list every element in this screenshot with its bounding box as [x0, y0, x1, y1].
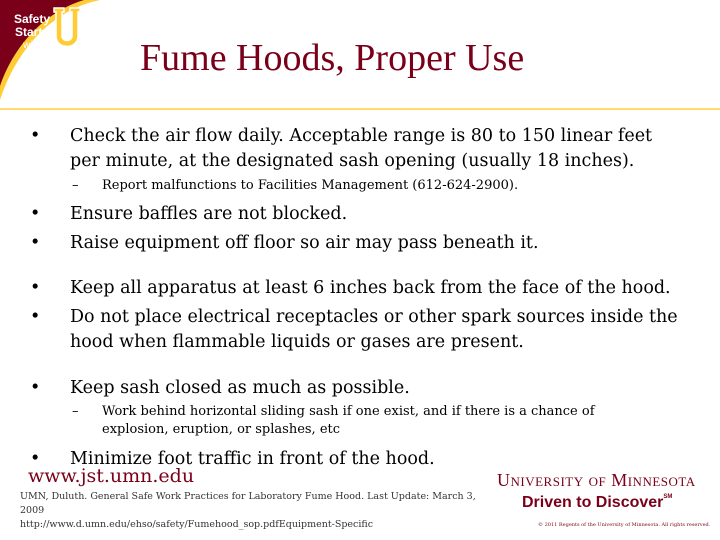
copyright-fine-print: © 2011 Regents of the University of Minnesota. All rights reserved.	[538, 522, 711, 528]
bullet-mark: •	[30, 378, 41, 398]
source-credit-url[interactable]: http://www.d.umn.edu/ehso/safety/Fumehood_sop.pdfEquipment-Specific	[20, 519, 374, 530]
logo-line-with: with	[23, 40, 41, 51]
bullet-mark: •	[30, 233, 41, 253]
sub-bullet-mark: –	[72, 404, 79, 419]
bullet-mark: •	[30, 278, 41, 298]
u-logo-icon	[52, 6, 82, 52]
bullet-text: Keep sash closed as much as possible.	[70, 378, 410, 398]
bullet-mark: •	[30, 307, 41, 327]
bullet-mark: •	[30, 204, 41, 224]
sub-bullet-text: Report malfunctions to Facilities Management (612-624-2900).	[102, 178, 519, 193]
title-divider	[0, 108, 720, 110]
corner-logo	[0, 0, 110, 110]
footer-url-link[interactable]: www.jst.umn.edu	[28, 465, 195, 487]
page-title: Fume Hoods, Proper Use	[140, 37, 525, 79]
sub-bullet-mark: –	[72, 178, 79, 193]
university-wordmark: University of Minnesota	[497, 470, 696, 490]
bullet-text: Ensure baffles are not blocked.	[70, 204, 348, 224]
source-credit-line: UMN, Duluth. General Safe Work Practices for Laboratory Fume Hood. Last Update: March 3, 2009	[20, 491, 476, 516]
driven-to-discover-tagline	[522, 494, 672, 512]
service-mark: SM	[663, 494, 673, 500]
logo-line-starts: Starts	[14, 25, 49, 39]
bullet-mark: •	[30, 126, 41, 146]
sub-bullet-text: Work behind horizontal sliding sash if one exist, and if there is a chance of explosion, eruption, or splashes, etc	[102, 404, 595, 437]
bullet-text: Keep all apparatus at least 6 inches back from the face of the hood.	[70, 278, 671, 298]
bullet-text: Check the air flow daily. Acceptable range is 80 to 150 linear feet per minute, at the designated sash opening (usually 18 inches).	[70, 126, 653, 171]
bullet-text: Raise equipment off floor so air may pass beneath it.	[70, 233, 539, 253]
bullet-text: Do not place electrical receptacles or other spark sources inside the hood when flammable liquids or gases are present.	[70, 307, 678, 352]
tagline-text: Driven to Discover	[522, 494, 664, 511]
logo-line-safety: Safety	[13, 12, 51, 26]
source-credit	[20, 490, 490, 532]
bullet-text: Minimize foot traffic in front of the hood.	[70, 449, 435, 469]
bullet-mark: •	[30, 449, 41, 469]
